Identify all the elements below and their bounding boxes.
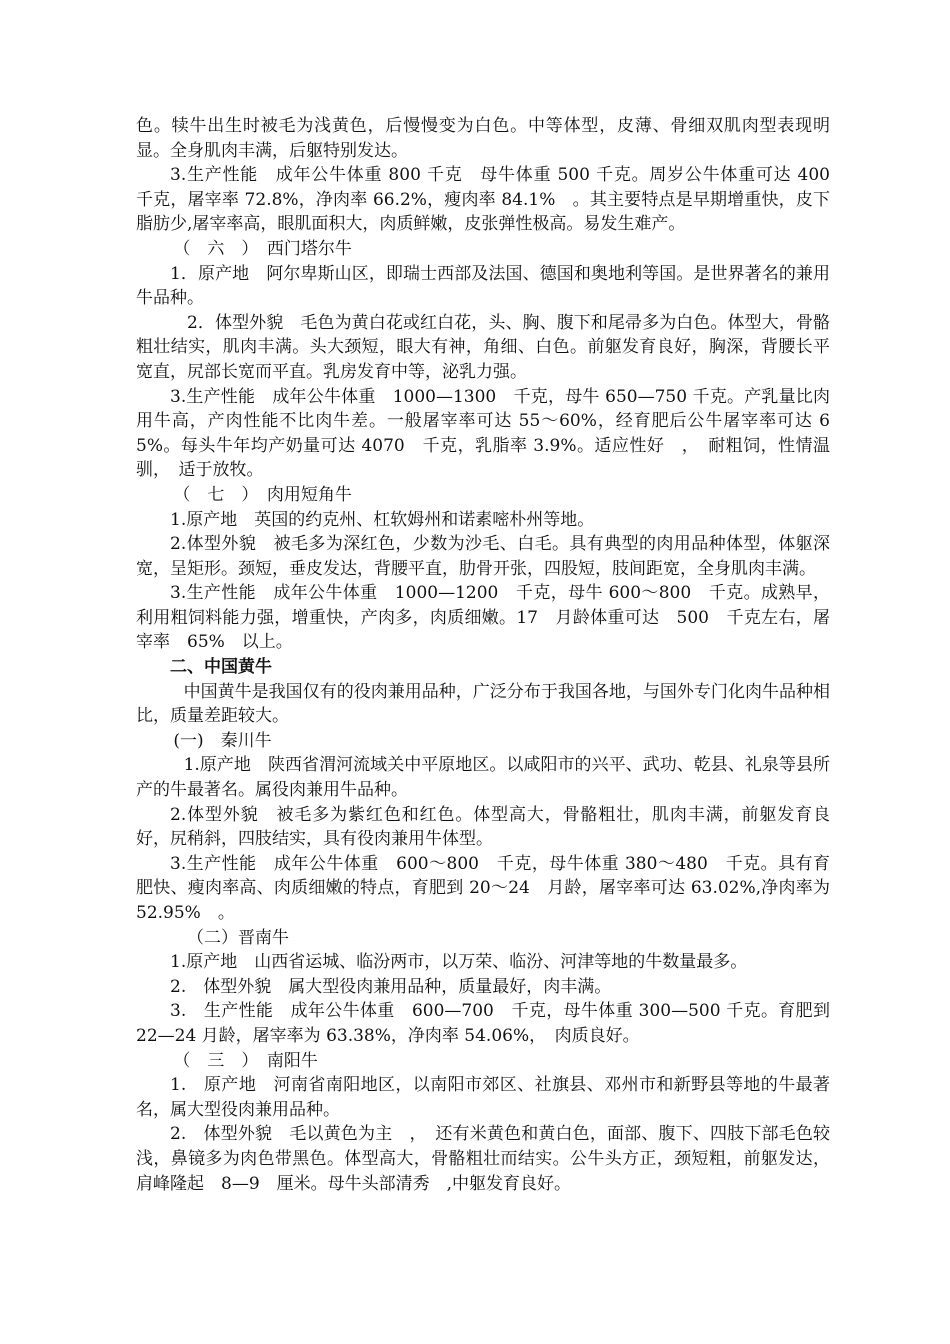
paragraph-production: 3.生产性能 成年公牛体重 600～800 千克，母牛体重 380～480 千克。具有育肥快、瘦肉率高、肉质细嫩的特点，育肥到 20～24 月龄，屠宰率可达 63.02%,净肉率为 52.95% 。	[136, 853, 830, 923]
paragraph-production: 3.生产性能 成年公牛体重 800 千克 母牛体重 500 千克。周岁公牛体重可达 400 千克，屠宰率 72.8%，净肉率 66.2%，瘦肉率 84.1% 。其主要特点是早期增重快，皮下脂肪少,屠宰率高，眼肌面积大，肉质鲜嫩，皮张弹性极高。易发生难产。	[136, 165, 847, 235]
paragraph-appearance: 2. 体型外貌 毛以黄色为主 ， 还有米黄色和黄白色，面部、腹下、四肢下部毛色较浅，鼻镜多为肉色带黑色。体型高大，骨骼粗壮而结实。公牛头方正，颈短粗，前躯发达，肩峰隆起 8—9 厘米。母牛头部清秀 ,中躯发育良好。	[136, 1124, 830, 1194]
paragraph-origin: 1．原产地 阿尔卑斯山区，即瑞士西部及法国、德国和奥地利等国。是世界著名的兼用牛品种。	[136, 263, 830, 309]
paragraph-body: 色。犊牛出生时被毛为浅黄色，后慢慢变为白色。中等体型，皮薄、骨细双肌肉型表现明显。全身肌肉丰满，后躯特别发达。	[136, 116, 830, 161]
paragraph-appearance: 2. 体型外貌 属大型役肉兼用品种，质量最好，肉丰满。	[170, 976, 612, 997]
paragraph-appearance: 2．体型外貌 毛色为黄白花或红白花，头、胸、腹下和尾帚多为白色。体型大，骨骼粗壮结实，肌肉丰满。头大颈短，眼大有神，角细、白色。前躯发育良好，胸深，背腰长平宽直，尻部长宽而平直。乳房发育中等，泌乳力强。	[136, 312, 830, 382]
paragraph-origin: 1.原产地 英国的约克州、杠软姆州和诺素嘧朴州等地。	[170, 509, 595, 530]
section-heading: （ 三 ） 南阳牛	[173, 1050, 318, 1071]
paragraph-appearance: 2.体型外貌 被毛多为深红色，少数为沙毛、白毛。具有典型的肉用品种体型，体躯深宽，呈矩形。颈短，垂皮发达，背腰平直，肋骨开张，四股短，肢间距宽，全身肌肉丰满。	[136, 534, 830, 579]
paragraph-intro: 中国黄牛是我国仅有的役肉兼用品种，广泛分布于我国各地，与国外专门化肉牛品种相比，质量差距较大。	[136, 681, 830, 727]
section-heading: (一) 秦川牛	[173, 730, 272, 751]
document-body	[136, 114, 847, 1196]
section-heading: （ 七 ） 肉用短角牛	[173, 484, 352, 505]
paragraph-appearance: 2.体型外貌 被毛多为紫红色和红色。体型高大，骨骼粗壮，肌肉丰满，前躯发育良好，尻稍斜，四肢结实，具有役肉兼用牛体型。	[136, 804, 830, 850]
paragraph-production: 3.生产性能 成年公牛体重 1000—1300 千克，母牛 650—750 千克。产乳量比肉用牛高，产肉性能不比肉牛差。一般屠宰率可达 55～60%，经育肥后公牛屠宰率可达 65%。每头牛年均产奶量可达 4070 千克，乳脂率 3.9%。适应性好 ， 耐粗饲，性情温驯， 适于放牧。	[136, 386, 830, 481]
paragraph-origin: 1.原产地 陕西省渭河流域关中平原地区。以咸阳市的兴平、武功、乾县、礼泉等县所产的牛最著名。属役肉兼用牛品种。	[136, 755, 830, 801]
paragraph-production: 3. 生产性能 成年公牛体重 600—700 千克，母牛体重 300—500 千克。育肥到 22—24 月龄，屠宰率为 63.38%，净肉率 54.06%， 肉质良好。	[136, 1001, 830, 1046]
chapter-heading: 二、中国黄牛	[170, 657, 272, 678]
paragraph-production: 3.生产性能 成年公牛体重 1000—1200 千克，母牛 600～800 千克。成熟早，利用粗饲料能力强，增重快，产肉多，肉质细嫩。17 月龄体重可达 500 千克左右，屠宰率 65% 以上。	[136, 583, 830, 653]
section-heading: （ 六 ） 西门塔尔牛	[173, 238, 352, 259]
paragraph-origin: 1.原产地 山西省运城、临汾两市，以万荣、临汾、河津等地的牛数量最多。	[170, 952, 748, 973]
paragraph-origin: 1. 原产地 河南省南阳地区，以南阳市郊区、社旗县、邓州市和新野县等地的牛最著名，属大型役肉兼用品种。	[136, 1075, 830, 1120]
section-heading: （二）晋南牛	[187, 927, 289, 948]
